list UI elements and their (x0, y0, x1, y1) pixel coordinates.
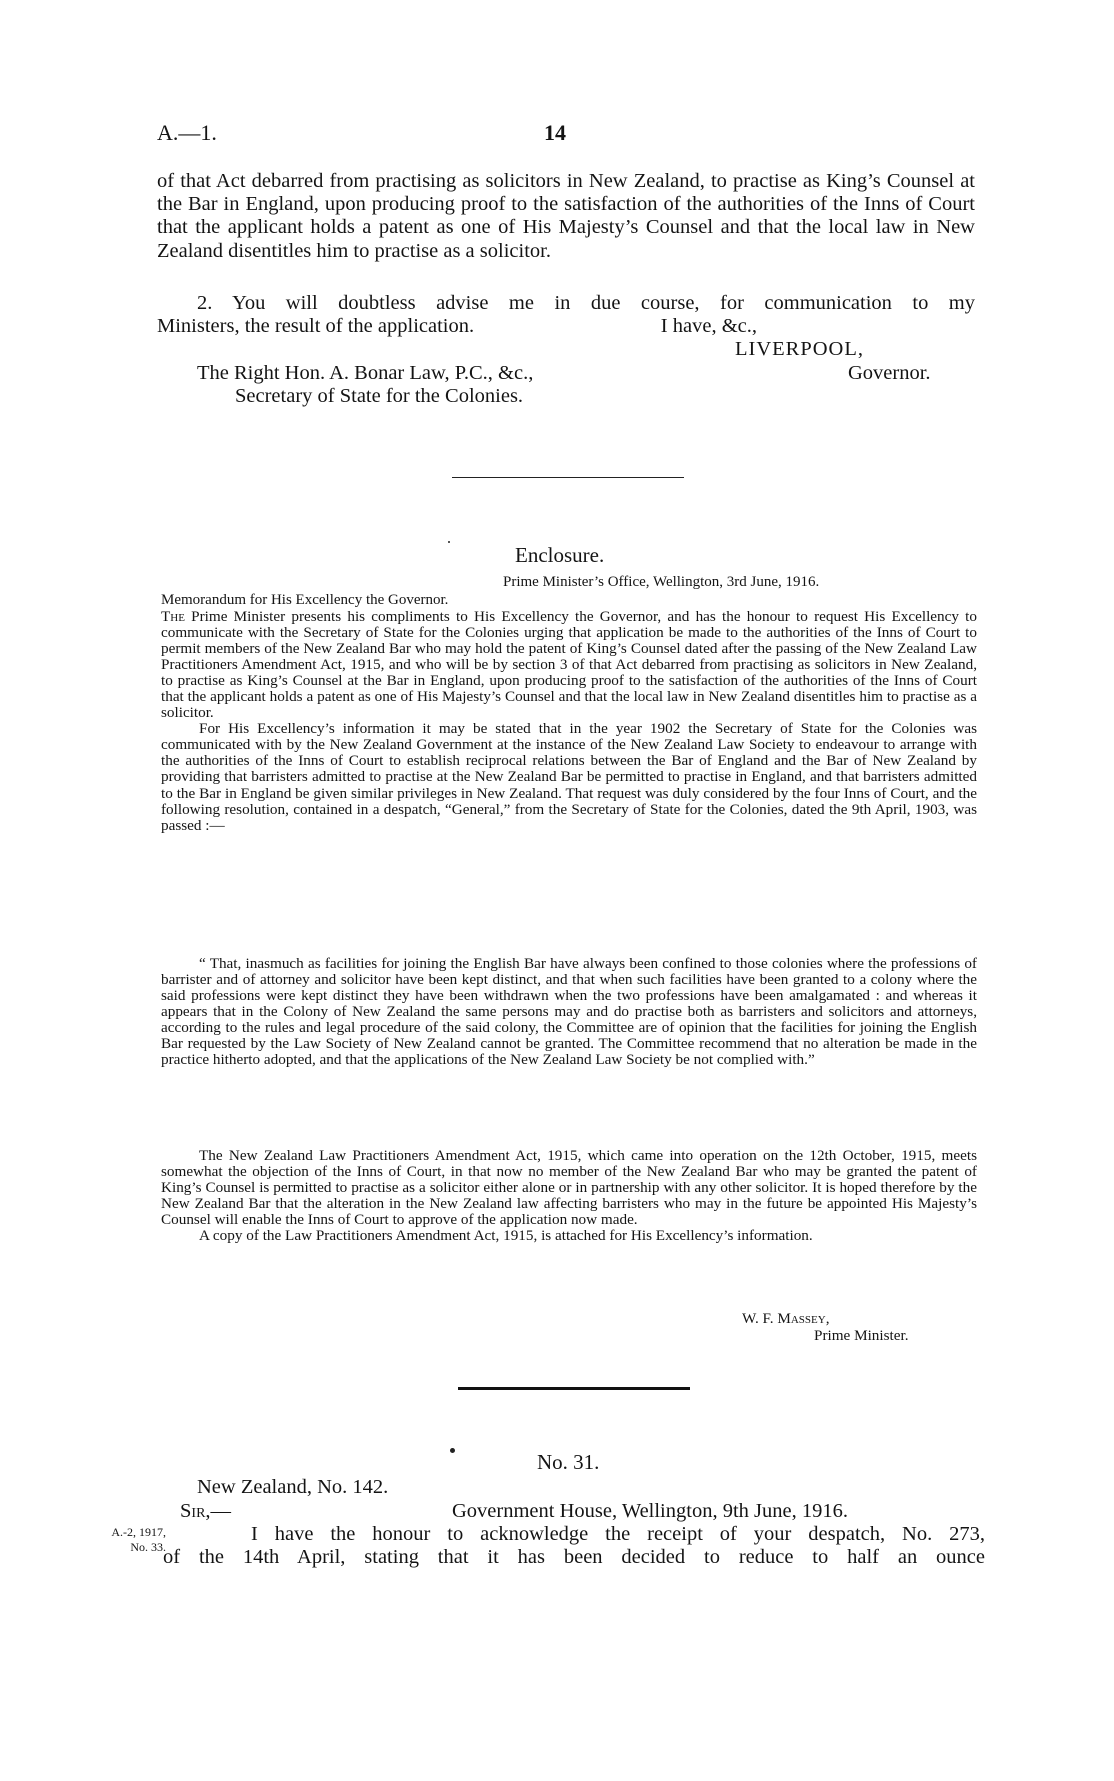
margin-ref-line1: A.-2, 1917, (111, 1525, 166, 1539)
letter-closing: I have, &c., (660, 315, 757, 338)
print-speck (448, 541, 450, 543)
enclosure-paragraph-3: The New Zealand Law Practitioners Amendment Act, 1915, which came into operation on the 12th October, 1915, meets somewhat the objection of the Inns of Court, in that now no member of the New Zealand Bar who may be granted the patent of King’s Counsel is permitted to practise as a solicitor either alone or in partnership with any other solicitor. It is hoped therefore by the New Zealand Bar that the alteration in the New Zealand law affecting barristers who may in the future be appointed His Majesty’s Counsel will enable the Inns of Court to approve of the application now made. (161, 1147, 977, 1229)
enclosure-dateline: Prime Minister’s Office, Wellington, 3rd June, 1916. (503, 574, 820, 590)
letter-paragraph: of that Act debarred from practising as solicitors in New Zealand, to practise as King’s Counsel at the Bar in England, upon producing proof to the satisfaction of the authorities of the Inns of Court that the applicant holds a patent as one of His Majesty’s Counsel and that the local law in New Zealand disentitles him to practise as a solicitor. (157, 170, 975, 262)
salutation-text: Sir,— (180, 1500, 232, 1522)
enclosure-body-continued (161, 1148, 977, 1244)
signature-name: Massey, (777, 1310, 830, 1327)
letter-paragraph-2 (157, 292, 975, 338)
memo-title: Memorandum for His Excellency the Governor. (161, 592, 449, 608)
despatch-body (163, 1523, 985, 1569)
page-number: 14 (544, 120, 566, 145)
enclosure-p1-text: Prime Minister presents his compliments to His Excellency the Governor, and has the honour to request His Excellency to communicate with the Secretary of State for the Colonies urging that application be made to the authorities of the Inns of Court to permit members of the New Zealand Bar who may hold the patent of King’s Counsel dated after the passing of the New Zealand Law Practitioners Amendment Act, 1915, and who will be by section 3 of that Act debarred from practising as solicitors in New Zealand, to practise as King’s Counsel at the Bar in England, upon producing proof to the satisfaction of the authorities of the Inns of Court that the applicant holds a patent as one of His Majesty’s Counsel and that the local law in New Zealand disentitles him to practise as a solicitor. (161, 608, 977, 722)
letter-addressee: The Right Hon. A. Bonar Law, P.C., &c., (197, 362, 534, 384)
letter-para2-left: Ministers, the result of the application. (157, 315, 475, 338)
enclosure-paragraph-2: For His Excellency’s information it may be stated that in the year 1902 the Secretary of State for the Colonies was communicated with by the New Zealand Government at the instance of the New Zealand Law Society to endeavour to arrange with the authorities of the Inns of Court to establish reciprocal relations between the Bar of England and the Bar of New Zealand by providing that barristers admitted to practise at the New Zealand Bar be permitted to practise in England, and that barristers admitted to the Bar in England be given similar privileges in New Zealand. That request was duly considered by the four Inns of Court, and the following resolution, contained in a despatch, “General,” from the Secretary of State for the Colonies, dated the 9th April, 1903, was passed :— (161, 720, 977, 834)
despatch-body-line2: of the 14th April, stating that it has been decided to reduce to half an ounce (163, 1546, 985, 1569)
despatch-body-line1: I have the honour to acknowledge the receipt of your despatch, No. 273, (251, 1523, 985, 1545)
section-divider-heavy (458, 1387, 690, 1390)
enclosure-signature (742, 1310, 830, 1328)
letter-addressee-title: Secretary of State for the Colonies. (235, 385, 524, 407)
margin-ref-line2: No. 33. (130, 1540, 166, 1554)
letter-para2-line2 (157, 315, 975, 338)
quote-text: “ That, inasmuch as facilities for joining the English Bar have always been confined to those colonies where the professions of barrister and of attorney and solicitor have been kept distinct, and that when such facilities have been granted to a colony where the said professions were kept distinct they have been withdrawn when the two professions have been amalgamated : and whereas it appears that in the Colony of New Zealand the same persons may and do practise both as barristers and solicitors and attorneys, according to the rules and legal procedure of the said colony, the Committee are of opinion that the facilities for joining the English Bar requested by the Law Society of New Zealand cannot be granted. The Committee recommend that no alteration be made in the practice hitherto adopted, and that the applications of the New Zealand Law Society be not complied with.” (161, 955, 977, 1069)
enclosure-signature-title: Prime Minister. (814, 1327, 909, 1344)
enclosure-heading: Enclosure. (515, 543, 605, 567)
section-divider (452, 477, 684, 478)
letter-body (157, 170, 975, 263)
letter-para2-line1: 2. You will doubtless advise me in due course, for communication to my (197, 292, 975, 314)
despatch-number: No. 31. (537, 1450, 600, 1474)
enclosure-body (161, 609, 977, 834)
lead-word: The (161, 608, 185, 625)
margin-reference (80, 1525, 166, 1555)
enclosure-paragraph-4: A copy of the Law Practitioners Amendment Act, 1915, is attached for His Excellency’s information. (199, 1227, 813, 1245)
page-series: A.—1. (157, 120, 217, 145)
despatch-place-date: Government House, Wellington, 9th June, 1916. (452, 1500, 848, 1522)
print-speck (450, 1448, 455, 1453)
resolution-quote (161, 956, 977, 1068)
despatch-salutation (180, 1500, 231, 1523)
enclosure-paragraph-1 (161, 609, 977, 721)
despatch-reference: New Zealand, No. 142. (197, 1476, 389, 1498)
signature-initials: W. F. (742, 1310, 778, 1327)
letter-signature-title: Governor. (848, 362, 931, 384)
letter-signature: LIVERPOOL, (735, 338, 865, 360)
